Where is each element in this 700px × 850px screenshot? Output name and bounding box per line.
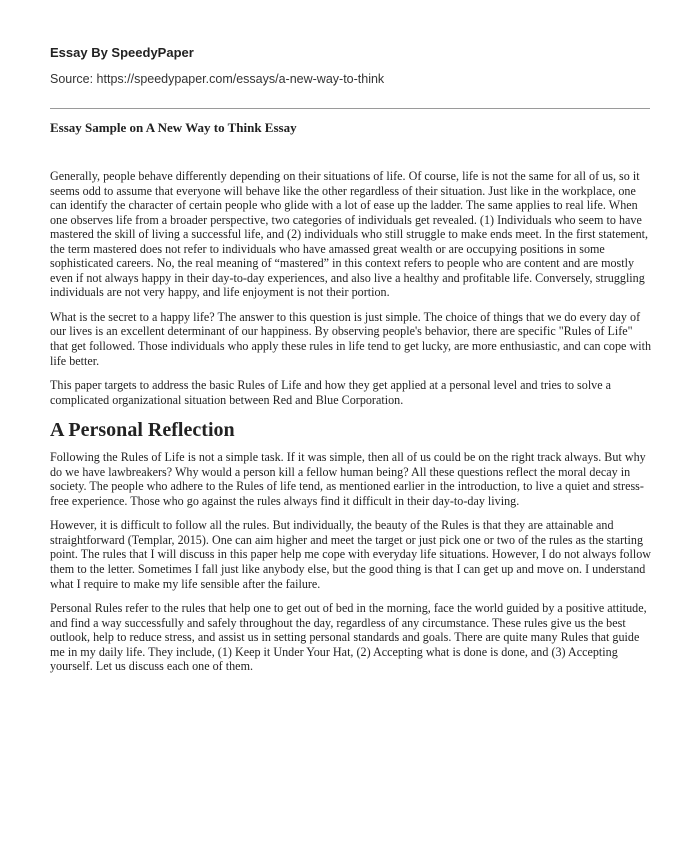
essay-title: Essay Sample on A New Way to Think Essay (50, 120, 297, 135)
paragraph: Following the Rules of Life is not a simple task. If it was simple, then all of us could be on the right track always. But why do we have lawbreakers? Why would a person kill a fellow human being? All these questions reflect the moral decay in society. The people who adhere to the Rules of life tend, as mentioned earlier in the introduction, to live a quiet and stress-free experience. Those who go against the rules always find it difficult in their day-to-day living. (50, 450, 646, 508)
paragraph: What is the secret to a happy life? The answer to this question is just simple. The choice of things that we do every day of our lives is an excellent determinant of our happiness. By observing people's behavior, there are specific "Rules of Life" that get followed. Those individuals who apply these rules in life tend to get lucky, are more enthusiastic, and can cope with life better. (50, 309, 652, 368)
header-divider (50, 108, 650, 109)
brand-title: Essay By SpeedyPaper (50, 45, 194, 60)
section-heading: A Personal Reflection (50, 419, 235, 442)
paragraph: Generally, people behave differently depending on their situations of life. Of course, life is not the same for all of us, so it seems odd to assume that everyone will behave like the other regardless of their situation. Just like in the workplace, one can identify the character of certain people who glide with a lot of ease up the ladder. The same applies to real life. When one observes life from a broader perspective, two categories of individuals get revealed. (1) Individuals who seem to have mastered the skill of living a successful life, and (2) individuals who still struggle to make ends meet. In the first statement, the term mastered does not refer to individuals who have amassed great wealth or are occupying positions in some sophisticated careers. No, the real meaning of “mastered” in this context refers to people who are content and are mostly even if not always happy in their day-to-day experiences, and also live a healthy and profitable life. Conversely, struggling individuals are not very happy, and life enjoyment is not their portion. (50, 169, 649, 300)
paragraph: However, it is difficult to follow all the rules. But individually, the beauty of the Rules is that they are attainable and straightforward (Templar, 2015). One can aim higher and meet the target or just pick one or two of the rules as the starting point. The rules that I will discuss in this paper help me cope with everyday life situations. However, I do not always follow them to the letter. Sometimes I fall just like anybody else, but the good thing is that I can get up and move on. I understand what I require to make my life sensible after the failure. (50, 518, 651, 591)
paragraph: This paper targets to address the basic Rules of Life and how they get applied at a personal level and tries to solve a complicated organizational situation between Red and Blue Corporation. (50, 378, 612, 407)
essay-body (50, 169, 653, 684)
source-line: Source: https://speedypaper.com/essays/a-new-way-to-think (50, 72, 385, 86)
paragraph: Personal Rules refer to the rules that help one to get out of bed in the morning, face the world guided by a positive attitude, and find a way successfully and safely throughout the day, regardless of any circumstance. These rules give us the best outlook, help to reduce stress, and assist us in setting personal standards and goals. There are quite many Rules that guide me in my daily life. They include, (1) Keep it Under Your Hat, (2) Accepting what is done is done, and (3) Accepting yourself. Let us discuss each one of them. (50, 601, 647, 674)
